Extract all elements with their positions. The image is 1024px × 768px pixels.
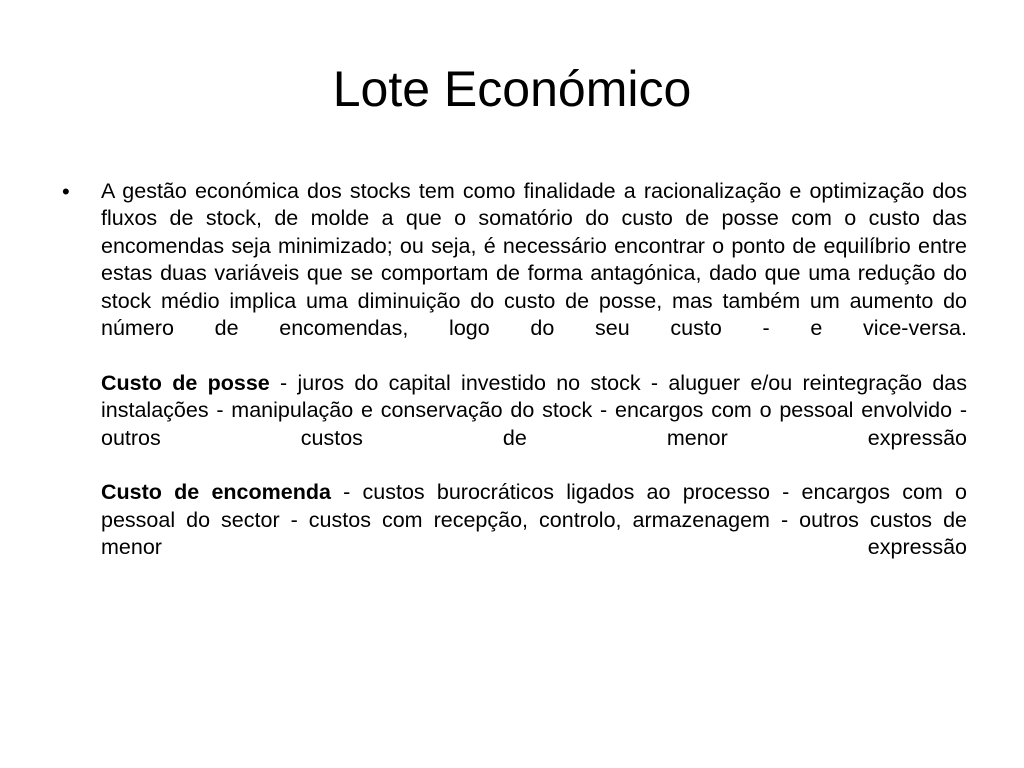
order-cost-heading: Custo de encomenda <box>101 480 331 505</box>
bullet-dot-icon: • <box>62 179 70 204</box>
slide-content <box>62 178 967 562</box>
paragraph-spacer <box>101 342 967 369</box>
order-cost-paragraph <box>101 479 967 561</box>
intro-paragraph: A gestão económica dos stocks tem como finalidade a racionalização e optimização dos fluxos de stock, de molde a que o somatório do custo de posse com o custo das encomendas seja minimizado; ou seja, é necessário encontrar o ponto de equilíbrio entre estas duas variáveis que se comportam de forma antagónica, dado que uma redução do stock médio implica uma diminuição do custo de posse, mas também um aumento do número de encomendas, logo do seu custo - e vice-versa. <box>101 179 967 341</box>
order-cost-text: - custos burocráticos ligados ao processo - encargos com o pessoal do sector - custos com recepção, controlo, armazenagem - outros custos de menor expressão <box>101 480 967 560</box>
holding-cost-paragraph <box>101 370 967 452</box>
holding-cost-heading: Custo de posse <box>101 370 270 395</box>
bullet-item <box>62 178 967 562</box>
slide-title: Lote Económico <box>332 61 692 117</box>
bullet-body <box>101 178 967 562</box>
holding-cost-text: - juros do capital investido no stock - aluguer e/ou reintegração das instalações - manipulação e conservação do stock - encargos com o pessoal envolvido - outros custos de menor expressão <box>101 370 967 450</box>
paragraph-spacer <box>101 452 967 479</box>
